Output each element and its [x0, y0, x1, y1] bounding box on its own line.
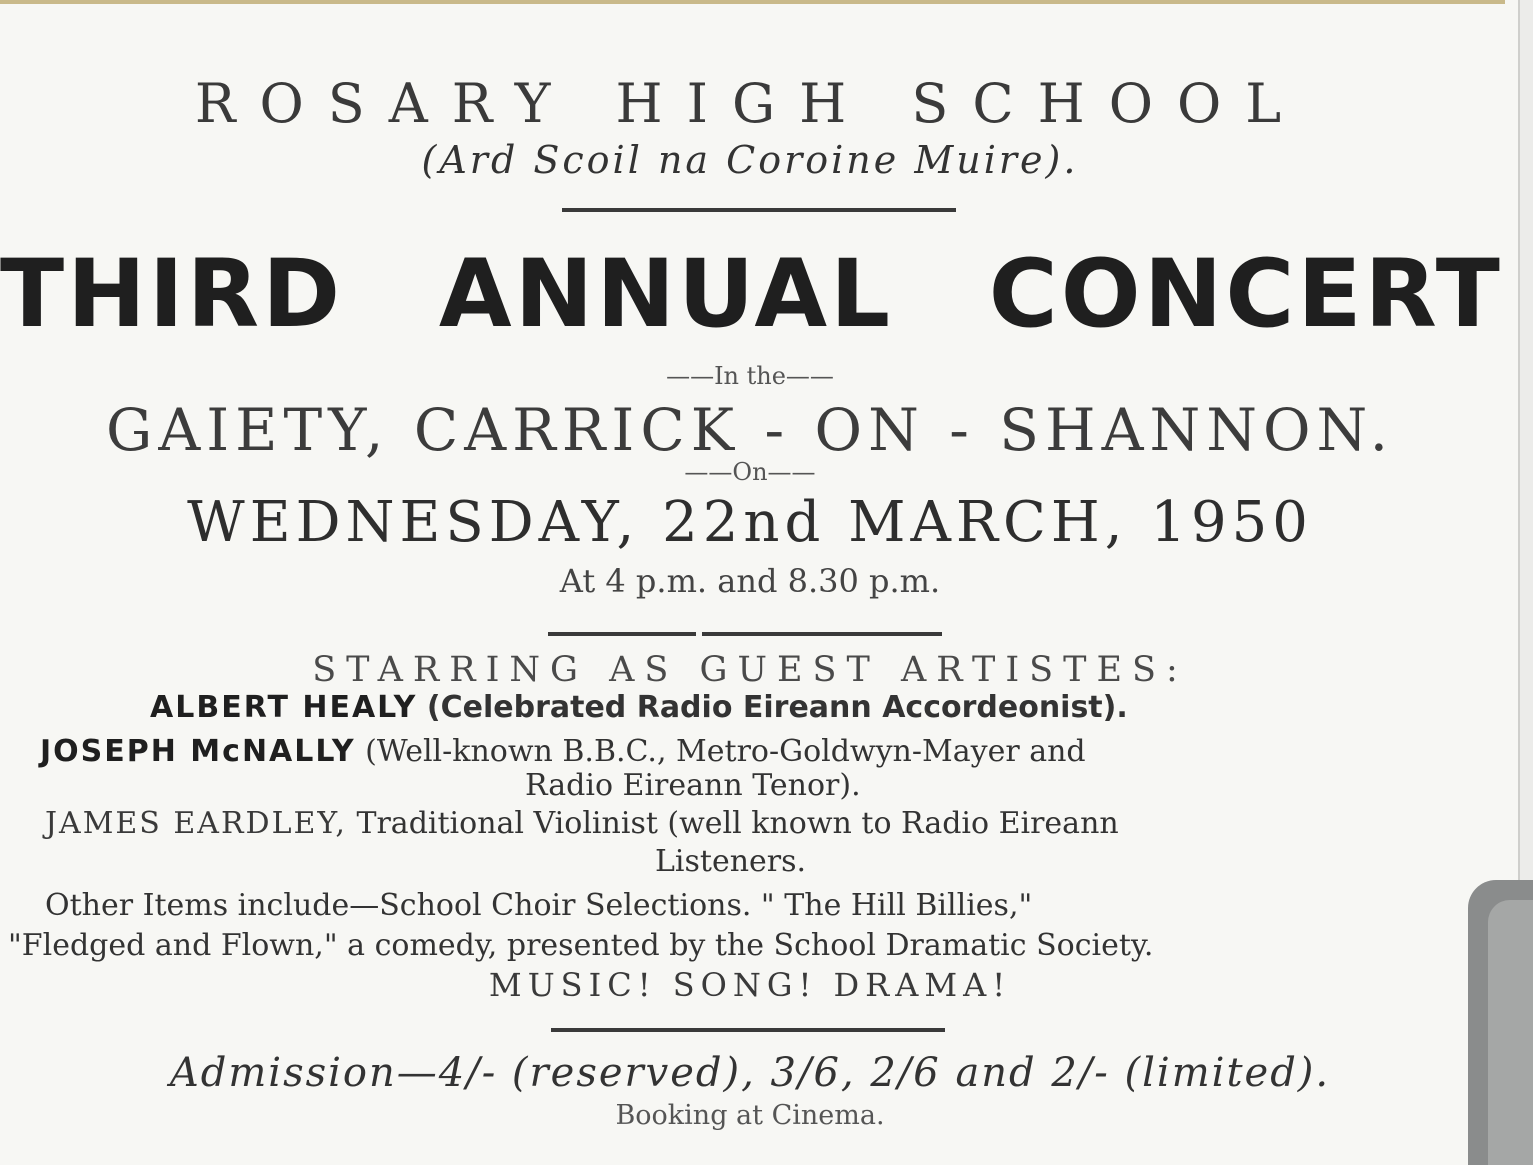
school-name: ROSARY HIGH SCHOOL	[194, 72, 1306, 135]
on-label: ——On——	[684, 458, 816, 486]
venue: GAIETY, CARRICK - ON - SHANNON.	[105, 396, 1395, 464]
artist-name: ALBERT HEALY	[150, 690, 418, 725]
artist-description-continued: Radio Eireann Tenor).	[525, 768, 861, 803]
artist-james-eardley	[45, 806, 1119, 841]
artist-name: JAMES EARDLEY,	[45, 806, 347, 841]
artist-joseph-mcnally	[40, 734, 1086, 769]
other-items-line-1: Other Items include—School Choir Selections. " The Hill Billies,"	[45, 888, 1033, 923]
divider-2a	[548, 632, 696, 636]
concert-time: At 4 p.m. and 8.30 p.m.	[559, 562, 941, 600]
top-border	[0, 0, 1505, 4]
irish-name: (Ard Scoil na Coroine Muire).	[421, 138, 1079, 182]
artist-name: JOSEPH McNALLY	[40, 734, 356, 769]
artist-description: (Celebrated Radio Eireann Accordeonist).	[426, 690, 1128, 725]
artist-description-continued: Listeners.	[655, 844, 807, 879]
in-the-label: ——In the——	[666, 362, 834, 390]
starring-heading: STARRING AS GUEST ARTISTES:	[312, 650, 1188, 690]
concert-date: WEDNESDAY, 22nd MARCH, 1950	[187, 490, 1313, 555]
divider-3	[551, 1028, 945, 1032]
booking-info: Booking at Cinema.	[615, 1100, 885, 1131]
divider-1	[562, 208, 956, 212]
artist-albert-healy	[150, 690, 1128, 725]
tagline: MUSIC! SONG! DRAMA!	[488, 966, 1012, 1004]
admission-prices: Admission—4/- (reserved), 3/6, 2/6 and 2/- (limited).	[169, 1050, 1331, 1096]
other-items-line-2: "Fledged and Flown," a comedy, presented by the School Dramatic Society.	[8, 928, 1154, 963]
concert-title: THIRD ANNUAL CONCERT	[0, 240, 1503, 349]
artist-description: Traditional Violinist (well known to Radio Eireann	[356, 806, 1119, 841]
divider-2b	[702, 632, 942, 636]
artist-description: (Well-known B.B.C., Metro-Goldwyn-Mayer and	[365, 734, 1086, 769]
